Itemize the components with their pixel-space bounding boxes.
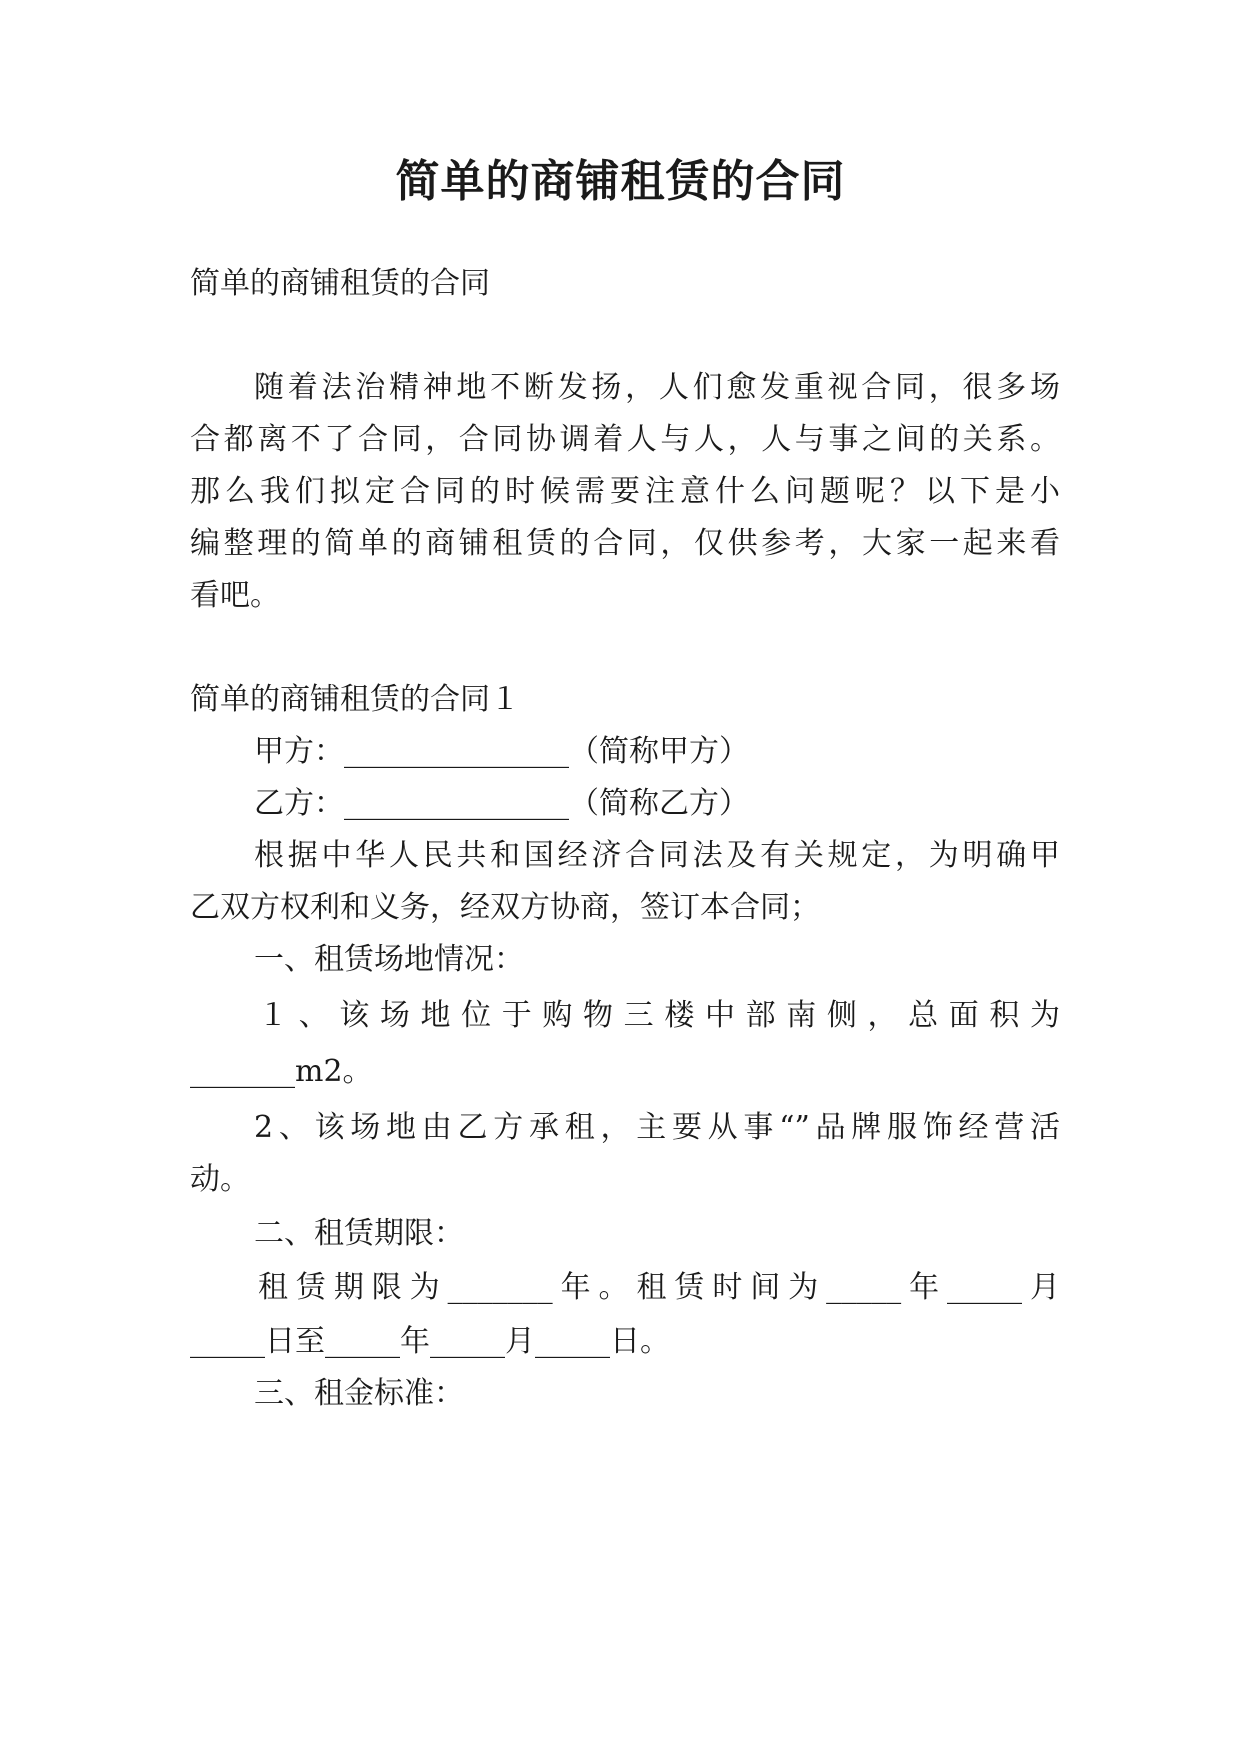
document-title: 简单的商铺租赁的合同 bbox=[395, 156, 846, 207]
intro-line: 随着法治精神地不断发扬，人们愈发重视合同，很多场 bbox=[254, 370, 1060, 405]
section-title: 简单的商铺租赁的合同１ bbox=[190, 682, 520, 717]
party-a-line: 甲方：_______________（简称甲方） bbox=[254, 734, 749, 769]
clause2-heading: 二、租赁期限： bbox=[254, 1216, 464, 1251]
clause1-item1-line: １、该场地位于购物三楼中部南侧，总面积为 bbox=[258, 998, 1060, 1033]
intro-line: 合都离不了合同，合同协调着人与人，人与事之间的关系。 bbox=[190, 422, 1060, 457]
clause1-heading: 一、租赁场地情况： bbox=[254, 942, 524, 977]
clause3-heading: 三、租金标准： bbox=[254, 1376, 464, 1411]
party-b-line: 乙方：_______________（简称乙方） bbox=[254, 786, 749, 821]
basis-line: 根据中华人民共和国经济合同法及有关规定，为明确甲 bbox=[254, 838, 1060, 873]
basis-line: 乙双方权利和义务，经双方协商，签订本合同； bbox=[190, 890, 820, 925]
clause1-item2-line: 2、该场地由乙方承租，主要从事“”品牌服饰经营活 bbox=[254, 1110, 1060, 1145]
clause2-line: _____日至_____年_____月_____日。 bbox=[190, 1324, 670, 1359]
clause2-line: 租赁期限为_______年。租赁时间为_____年_____月 bbox=[258, 1270, 1060, 1305]
clause1-item2-line: 动。 bbox=[190, 1162, 250, 1197]
intro-line: 看吧。 bbox=[190, 578, 280, 613]
intro-line: 那么我们拟定合同的时候需要注意什么问题呢？以下是小 bbox=[190, 474, 1060, 509]
clause1-item1-line: _______m2。 bbox=[190, 1054, 373, 1089]
intro-line: 编整理的简单的商铺租赁的合同，仅供参考，大家一起来看 bbox=[190, 526, 1060, 561]
document-subtitle: 简单的商铺租赁的合同 bbox=[190, 266, 490, 301]
